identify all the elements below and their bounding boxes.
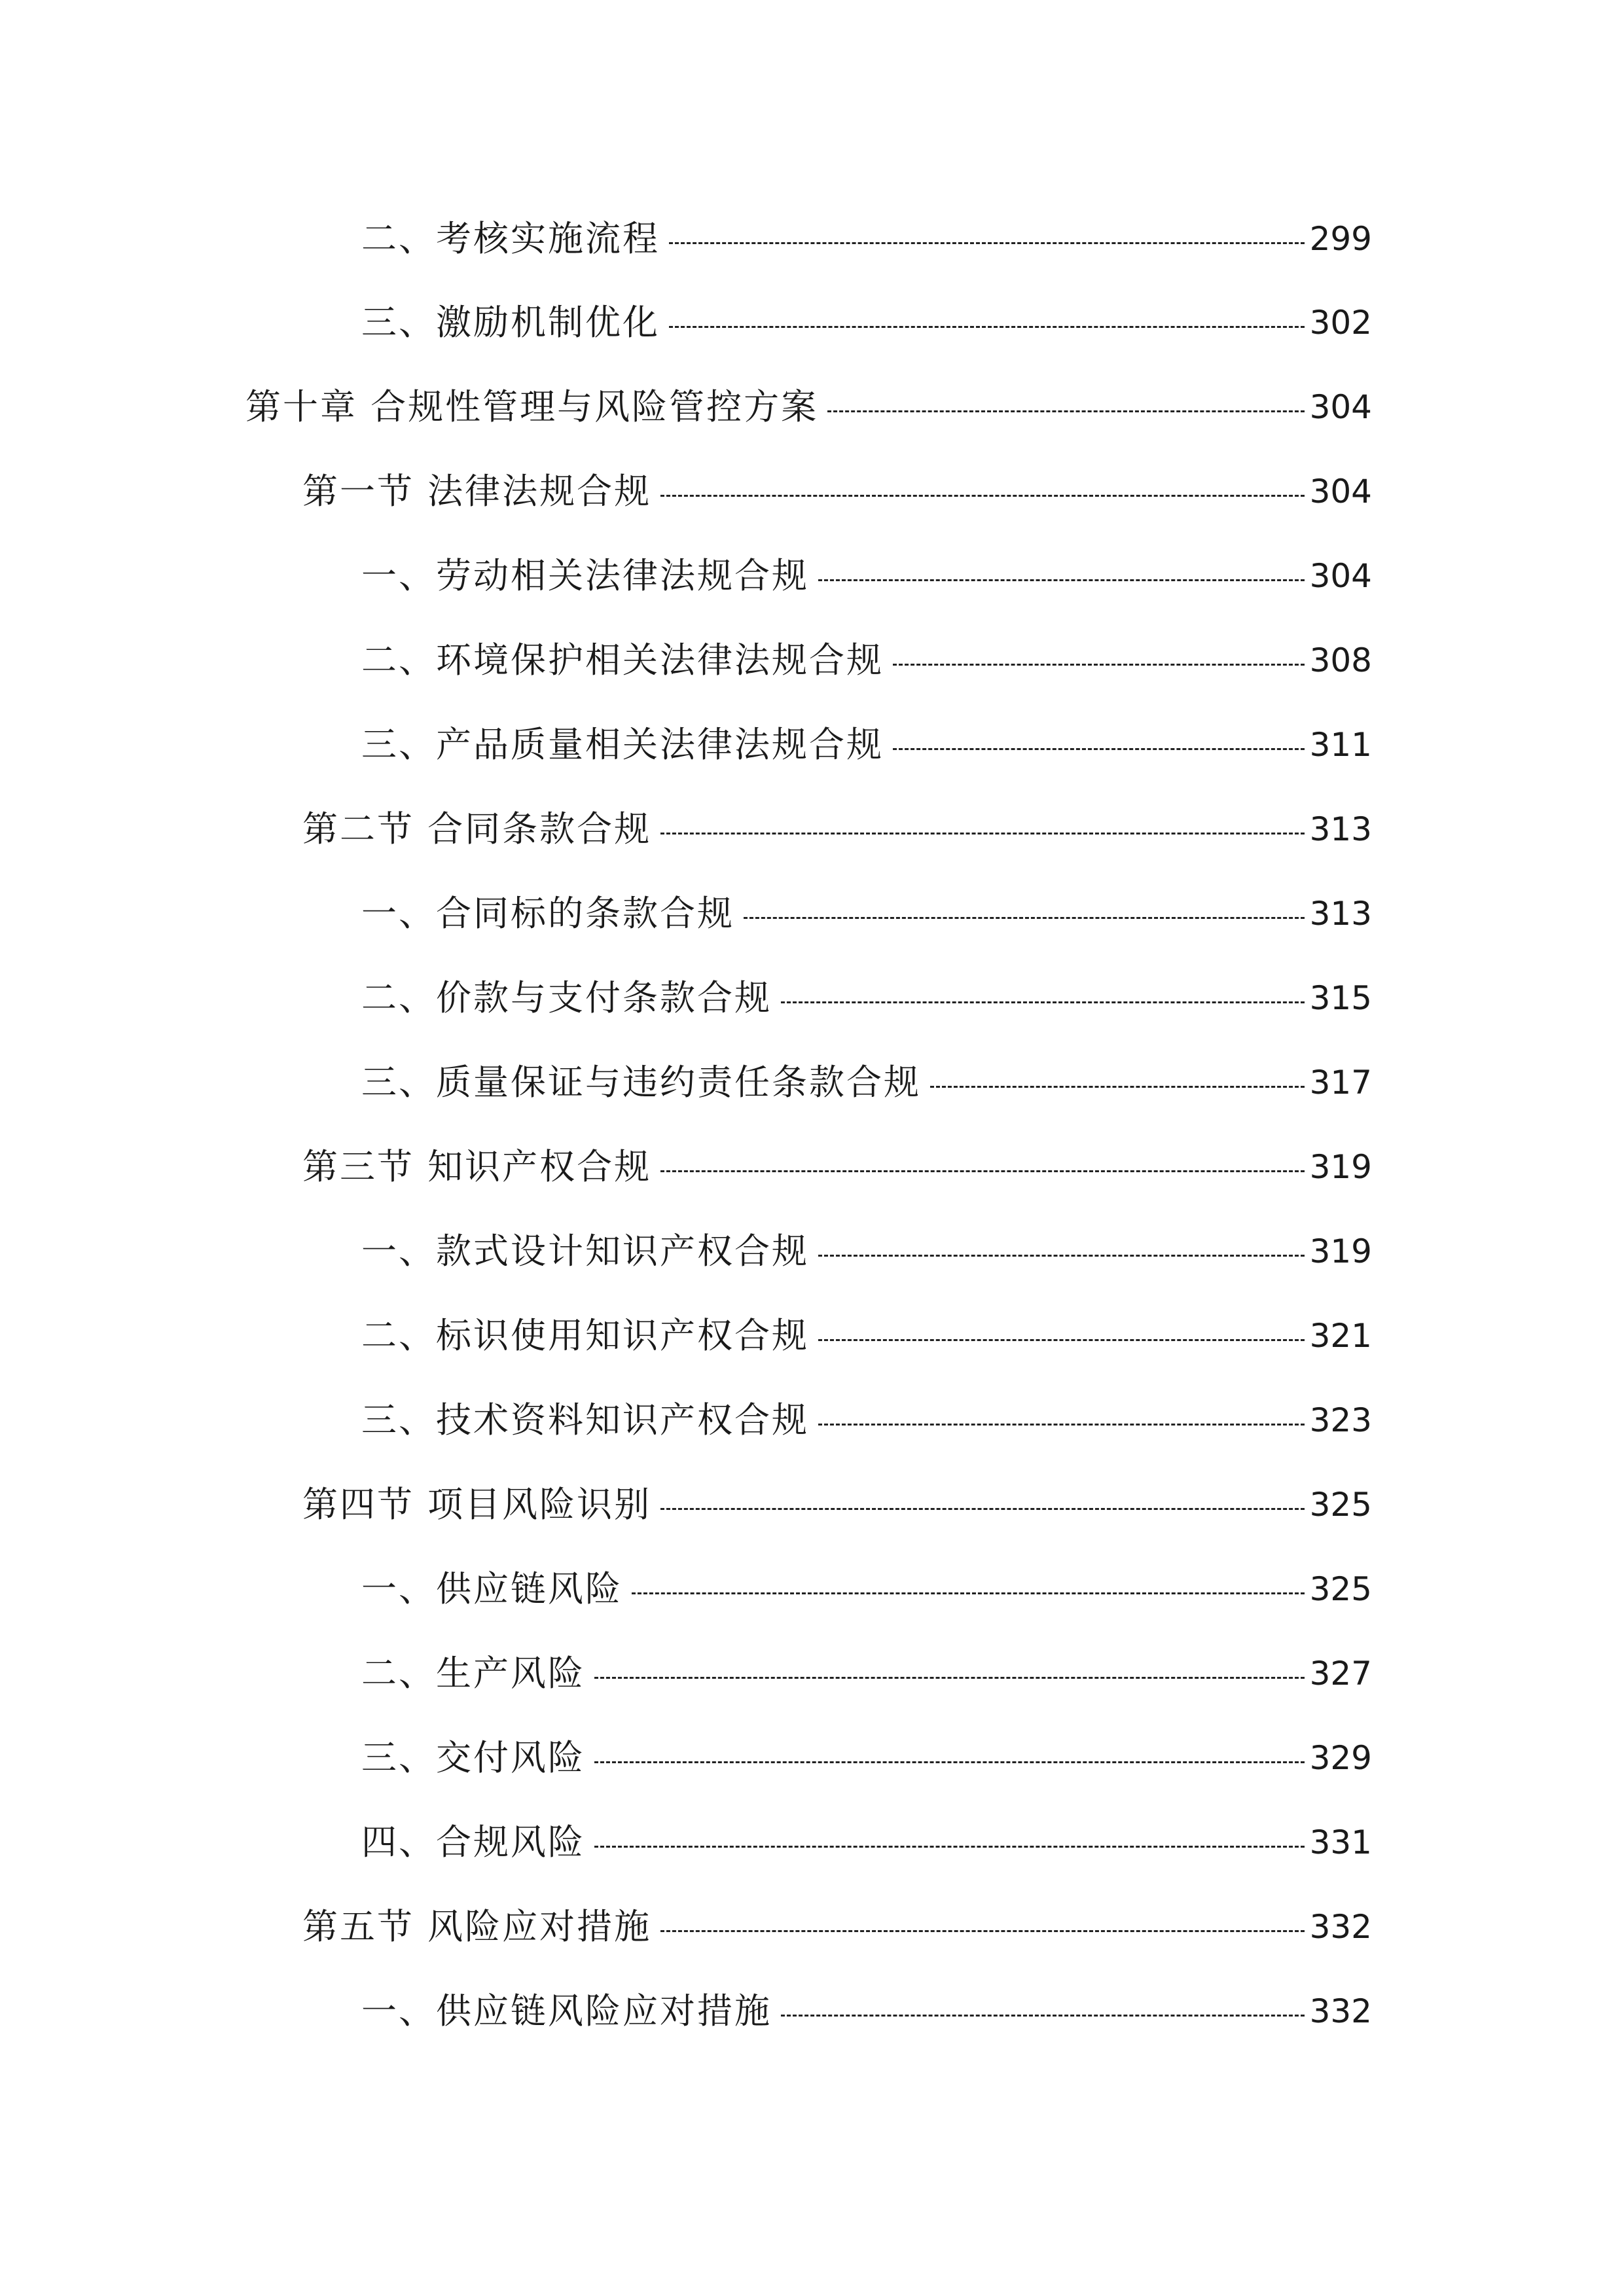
toc-entry-title: 二、生产风险 — [361, 1653, 585, 1694]
toc-leader-dots — [660, 1508, 1304, 1510]
toc-entry-title: 三、技术资料知识产权合规 — [361, 1399, 809, 1441]
toc-entry-page: 323 — [1309, 1401, 1372, 1439]
toc-entry-title: 第十章 合规性管理与风险管控方案 — [245, 386, 819, 427]
toc-section-entry[interactable] — [302, 1901, 1372, 1953]
toc-section-entry[interactable] — [302, 1141, 1372, 1193]
toc-leader-dots — [818, 1255, 1305, 1257]
toc-leader-dots — [594, 1761, 1305, 1763]
toc-entry[interactable] — [361, 550, 1372, 602]
toc-entry-title: 二、标识使用知识产权合规 — [361, 1315, 809, 1356]
toc-leader-dots — [930, 1086, 1305, 1088]
toc-leader-dots — [818, 1339, 1305, 1341]
toc-section-entry[interactable] — [302, 465, 1372, 518]
toc-entry-page: 304 — [1309, 388, 1372, 426]
toc-entry-page: 319 — [1309, 1148, 1372, 1186]
toc-leader-dots — [594, 1846, 1305, 1848]
toc-entry-title: 一、供应链风险 — [361, 1568, 623, 1609]
toc-entry-title: 一、供应链风险应对措施 — [361, 1990, 772, 2032]
toc-entry-title: 第四节 项目风险识别 — [302, 1484, 652, 1525]
toc-entry-page: 299 — [1309, 220, 1372, 258]
toc-entry-page: 325 — [1309, 1570, 1372, 1608]
toc-leader-dots — [893, 748, 1305, 750]
toc-entry-page: 325 — [1309, 1486, 1372, 1524]
toc-entry-page: 332 — [1309, 1992, 1372, 2030]
toc-entry[interactable] — [361, 719, 1372, 771]
toc-entry-page: 319 — [1309, 1232, 1372, 1270]
toc-entry-page: 304 — [1309, 473, 1372, 511]
toc-entry-page: 332 — [1309, 1908, 1372, 1946]
toc-entry-title: 第五节 风险应对措施 — [302, 1906, 652, 1947]
toc-leader-dots — [660, 1170, 1304, 1172]
toc-entry-page: 302 — [1309, 304, 1372, 342]
toc-entry[interactable] — [361, 1816, 1372, 1869]
toc-leader-dots — [632, 1592, 1305, 1594]
toc-leader-dots — [744, 917, 1305, 919]
toc-entry-title: 三、激励机制优化 — [361, 302, 660, 343]
toc-entry[interactable] — [361, 296, 1372, 349]
toc-leader-dots — [660, 495, 1304, 497]
toc-entry-page: 321 — [1309, 1317, 1372, 1355]
toc-entry[interactable] — [361, 1647, 1372, 1700]
toc-chapter-entry[interactable] — [245, 381, 1372, 433]
toc-entry-page: 329 — [1309, 1739, 1372, 1777]
toc-entry-page: 317 — [1309, 1064, 1372, 1102]
toc-leader-dots — [818, 1424, 1305, 1426]
toc-entry[interactable] — [361, 1056, 1372, 1109]
toc-leader-dots — [660, 1930, 1304, 1932]
toc-entry[interactable] — [361, 1985, 1372, 2037]
toc-section-entry[interactable] — [302, 803, 1372, 855]
toc-entry-title: 二、考核实施流程 — [361, 218, 660, 259]
toc-entry[interactable] — [361, 1225, 1372, 1278]
toc-entry-title: 一、款式设计知识产权合规 — [361, 1230, 809, 1272]
toc-entry-title: 一、合同标的条款合规 — [361, 893, 734, 934]
toc-entry[interactable] — [361, 213, 1372, 265]
toc-leader-dots — [660, 833, 1304, 834]
toc-entry-page: 315 — [1309, 979, 1372, 1017]
toc-entry[interactable] — [361, 1563, 1372, 1615]
toc-entry-page: 313 — [1309, 895, 1372, 933]
toc-entry-title: 第一节 法律法规合规 — [302, 471, 652, 512]
toc-entry-page: 327 — [1309, 1655, 1372, 1693]
toc-leader-dots — [893, 664, 1305, 666]
toc-leader-dots — [827, 410, 1304, 412]
toc-entry[interactable] — [361, 1394, 1372, 1446]
toc-entry-page: 311 — [1309, 726, 1372, 764]
toc-entry-page: 304 — [1309, 557, 1372, 595]
toc-entry-page: 308 — [1309, 641, 1372, 679]
toc-entry[interactable] — [361, 1732, 1372, 1784]
toc-leader-dots — [818, 579, 1305, 581]
toc-entry-title: 三、产品质量相关法律法规合规 — [361, 724, 884, 765]
toc-leader-dots — [594, 1677, 1305, 1679]
toc-entry[interactable] — [361, 634, 1372, 687]
toc-section-entry[interactable] — [302, 1479, 1372, 1531]
toc-entry-page: 313 — [1309, 810, 1372, 848]
toc-entry-title: 一、劳动相关法律法规合规 — [361, 555, 809, 596]
toc-entry[interactable] — [361, 1310, 1372, 1362]
toc-entry-title: 三、质量保证与违约责任条款合规 — [361, 1062, 921, 1103]
toc-entry-title: 第三节 知识产权合规 — [302, 1146, 652, 1187]
toc-entry[interactable] — [361, 888, 1372, 940]
toc-entry-title: 二、环境保护相关法律法规合规 — [361, 639, 884, 681]
toc-leader-dots — [669, 242, 1305, 244]
toc-leader-dots — [669, 326, 1305, 328]
toc-entry-title: 四、合规风险 — [361, 1821, 585, 1863]
toc-leader-dots — [781, 2015, 1305, 2017]
toc-entry[interactable] — [361, 972, 1372, 1024]
toc-leader-dots — [781, 1001, 1305, 1003]
toc-entry-title: 三、交付风险 — [361, 1737, 585, 1778]
toc-entry-title: 二、价款与支付条款合规 — [361, 977, 772, 1018]
toc-entry-title: 第二节 合同条款合规 — [302, 808, 652, 850]
toc-entry-page: 331 — [1309, 1823, 1372, 1861]
